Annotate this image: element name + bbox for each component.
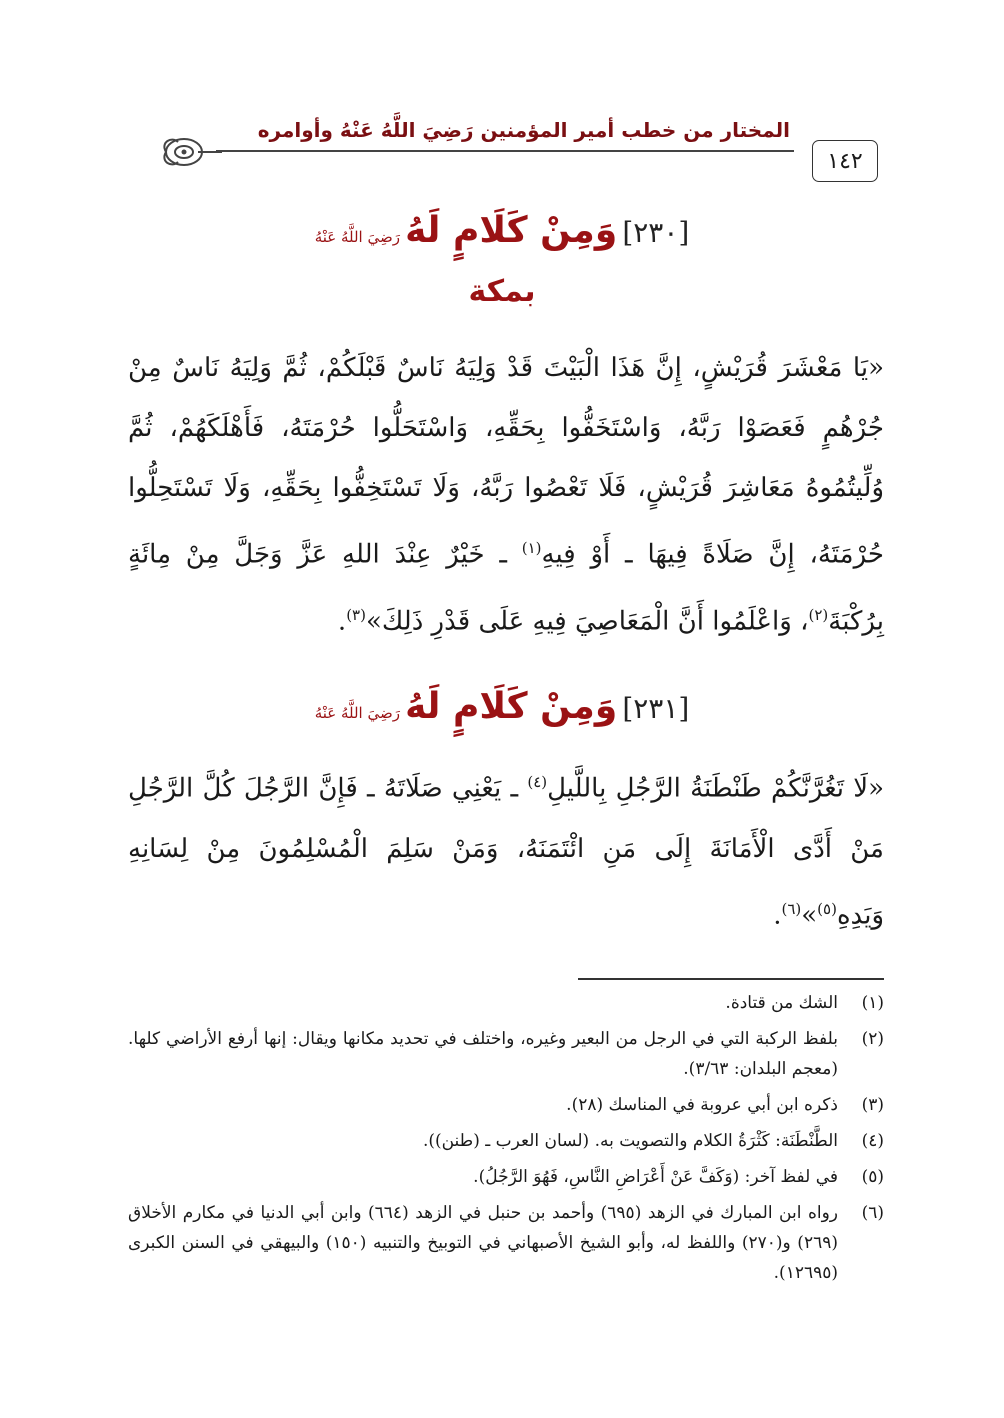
footnote-number: (١) [861,993,884,1013]
footnote [128,1126,884,1156]
footnote-ref: (٣) [346,605,366,624]
section-honorific: رَضِيَ اللَّهُ عَنْهُ [314,704,400,722]
footnote-text: الطَّنْطَنَة: كَثْرَةُ الكلام والتصويت به. (لسان العرب ـ (طنن)). [422,1131,838,1151]
footnote [128,1198,884,1288]
footnote [128,988,884,1018]
body-text-segment: » [801,900,818,931]
section-heading-231 [120,686,884,727]
section-body-231 [128,752,884,945]
section-title: وَمِنْ كَلَامٍ لَهُ [405,686,618,727]
page-header [158,112,878,182]
section-title: وَمِنْ كَلَامٍ لَهُ [405,210,618,251]
footnote-number: (٣) [861,1095,884,1115]
body-text-segment: ـ يَعْنِي صَلَاتَهُ ـ فَإِنَّ الرَّجُلَ كُلَّ الرَّجُلِ مَنْ أَدَّى الْأَمَانَةَ إِلَى مَنِ ائْتَمَنَهُ، وَمَنْ سَلِمَ الْمُسْلِمُونَ مِنْ لِسَانِهِ وَيَدِهِ [128,773,884,931]
section-subtitle: بمكة [468,274,536,309]
footnote-ref: (٢) [808,605,829,624]
body-text-segment: ـ خَيْرٌ عِنْدَ اللهِ عَزَّ وَجَلَّ مِنْ مِائَةٍ بِرُكْبَةَ [128,539,884,637]
footnote-number: (٢) [861,1029,884,1049]
body-text-segment: «يَا مَعْشَرَ قُرَيْشٍ، إِنَّ هَذَا الْبَيْتَ قَدْ وَلِيَهُ نَاسٌ قَبْلَكُمْ، ثُمَّ وَلِيَهُ نَاسٌ مِنْ جُرْهُمٍ فَعَصَوْا رَبَّهُ، وَاسْتَخَفُّوا بِحَقِّهِ، وَاسْتَحَلُّوا حُرْمَتَهُ، فَأَهْلَكَهُمْ، ثُمَّ وُلِّيتُمُوهُ مَعَاشِرَ قُرَيْشٍ، فَلَا تَعْصُوا رَبَّهُ، وَلَا تَسْتَخِفُّوا بِحَقِّهِ، وَلَا تَسْتَحِلُّوا حُرْمَتَهُ، إِنَّ صَلَاةً فِيهَا ـ أَوْ فِيهِ [128,353,884,570]
footnote [128,1024,884,1084]
footnote [128,1162,884,1192]
header-rule [216,150,794,152]
section-number: [٢٣٠] [622,216,690,249]
footnote-number: (٦) [861,1203,884,1223]
footnote-number: (٤) [861,1131,884,1151]
footnotes [128,988,884,1294]
footnote-ref: (٤) [527,773,548,791]
floral-ornament-icon [158,130,222,174]
section-heading-230 [120,210,884,251]
body-text-segment: ، وَاعْلَمُوا أَنَّ الْمَعَاصِيَ فِيهِ عَلَى قَدْرِ ذَلِكَ» [365,606,809,637]
footnote-ref: (٥) [817,899,837,918]
body-text-segment: . [773,900,782,931]
footnote-number: (٥) [861,1167,884,1187]
header-title: المختار من خطب أمير المؤمنين رَضِيَ اللَّهُ عَنْهُ وأوامره [257,118,790,142]
body-text-segment: «لَا تَغُرَّنَّكُمْ طَنْطَنَةُ الرَّجُلِ بِاللَّيلِ [547,773,884,804]
section-number: [٢٣١] [622,692,690,725]
footnote-ref: (٦) [781,899,802,918]
footnote-rule [578,978,884,980]
body-text-segment: . [337,606,347,637]
footnote-text: بلفظ الركبة التي في الرجل من البعير وغيره، واختلف في تحديد مكانها ويقال: إنها أرفع الأراضي كلها. (معجم البلدان: ٣/٦٣). [128,1029,838,1079]
footnote-text: في لفظ آخر: (وَكَفَّ عَنْ أَعْرَاضِ النَّاسِ، فَهُوَ الرَّجُلُ). [473,1167,838,1187]
footnote [128,1090,884,1120]
footnote-text: ذكره ابن أبي عروبة في المناسك (٢٨). [566,1095,838,1115]
footnote-text: رواه ابن المبارك في الزهد (٦٩٥) وأحمد بن حنبل في الزهد (٦٦٤) وابن أبي الدنيا في مكارم الأخلاق (٢٦٩) و(٢٧٠) واللفظ له، وأبو الشيخ الأصبهاني في التوبيخ والتنبيه (١٥٠) والبيهقي في السنن الكبرى (١٢٦٩٥). [128,1203,838,1283]
footnote-ref: (١) [521,539,542,557]
footnote-text: الشك من قتادة. [725,993,838,1013]
page-number: ١٤٢ [812,140,878,182]
section-honorific: رَضِيَ اللَّهُ عَنْهُ [314,228,400,246]
section-body-230 [128,338,884,651]
